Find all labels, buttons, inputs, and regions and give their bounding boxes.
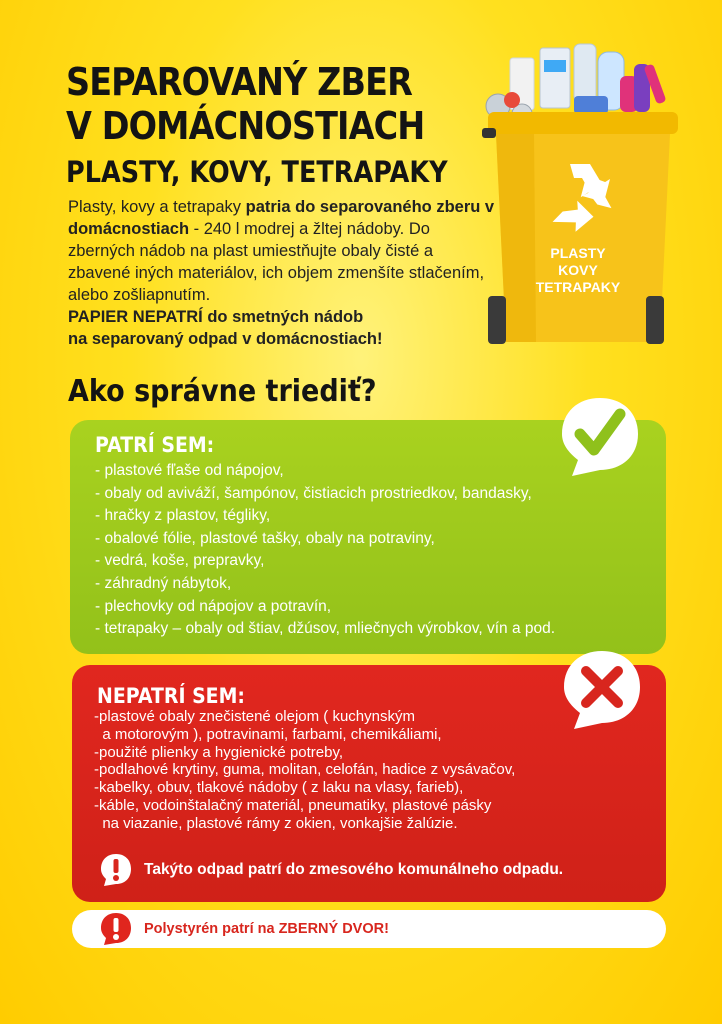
bin-label-line-1: PLASTY <box>550 245 606 261</box>
allowed-heading: PATRÍ SEM: <box>95 433 215 457</box>
list-item: - obaly od aviváží, šampónov, čistiacich prostriedkov, bandasky, <box>95 484 532 502</box>
allowed-list <box>95 460 555 641</box>
list-item: -použité plienky a hygienické potreby, <box>94 743 344 761</box>
polystyrene-note <box>72 910 666 948</box>
forbidden-heading: NEPATRÍ SEM: <box>97 684 245 708</box>
cross-icon <box>560 647 644 731</box>
list-item: - obalové fólie, plastové tašky, obaly na potraviny, <box>95 529 435 547</box>
page-title <box>66 60 424 148</box>
forbidden-list <box>94 708 515 833</box>
list-item: a motorovým ), potravinami, farbami, chemikáliami, <box>94 725 442 743</box>
mixed-waste-text: Takýto odpad patrí do zmesového komunálneho odpadu. <box>144 861 564 878</box>
recycling-bin-illustration <box>474 40 684 360</box>
polystyrene-text: Polystyrén patrí na ZBERNÝ DVOR! <box>144 921 389 937</box>
exclamation-icon <box>100 912 132 946</box>
list-item: - záhradný nábytok, <box>95 574 232 592</box>
list-item: - plastové fľaše od nápojov, <box>95 462 284 479</box>
mixed-waste-note <box>100 853 563 887</box>
paper-warning: PAPIER NEPATRÍ do smetných nádob na separovaný odpad v domácnostiach! <box>68 308 383 348</box>
title-line-2: V DOMÁCNOSTIACH <box>66 104 425 148</box>
list-item: - tetrapaky – obaly od štiav, džúsov, mliečnych výrobkov, vín a pod. <box>95 620 556 638</box>
intro-highlight: patria do separovaného zberu v domácnostiach <box>68 198 495 238</box>
list-item: - hračky z plastov, tégliky, <box>95 507 271 525</box>
exclamation-icon <box>100 853 132 887</box>
list-item: -kabelky, obuv, tlakové nádoby ( z laku na vlasy, farieb), <box>94 779 464 797</box>
section-question: Ako správne triediť? <box>68 374 377 409</box>
list-item: -plastové obaly znečistené olejom ( kuchynským <box>94 708 415 725</box>
checkmark-icon <box>558 394 642 478</box>
title-line-1: SEPAROVANÝ ZBER <box>66 60 412 104</box>
list-item: -káble, vodoinštalačný materiál, pneumatiky, plastové pásky <box>94 796 492 814</box>
list-item: -podlahové krytiny, guma, molitan, celofán, hadice z vysávačov, <box>94 761 516 779</box>
page-subtitle: PLASTY, KOVY, TETRAPAKY <box>66 155 448 189</box>
list-item: - plechovky od nápojov a potravín, <box>95 597 332 615</box>
list-item: - vedrá, koše, prepravky, <box>95 552 265 570</box>
intro-paragraph: Plasty, kovy a tetrapaky patria do separovaného zberu v domácnostiach - 240 l modrej a žltej nádoby. Do zberných nádob na plast umiestňujte obaly čisté a zbavené iných materiálov, ich objem zmenšíte stlačením, alebo zošliapnutím. <box>68 198 495 304</box>
intro-text <box>68 196 498 350</box>
bin-label-line-2: KOVY <box>558 262 598 278</box>
list-item: na viazanie, plastové rámy z okien, vonkajšie žalúzie. <box>94 814 458 832</box>
bin-label-line-3: TETRAPAKY <box>535 279 621 295</box>
